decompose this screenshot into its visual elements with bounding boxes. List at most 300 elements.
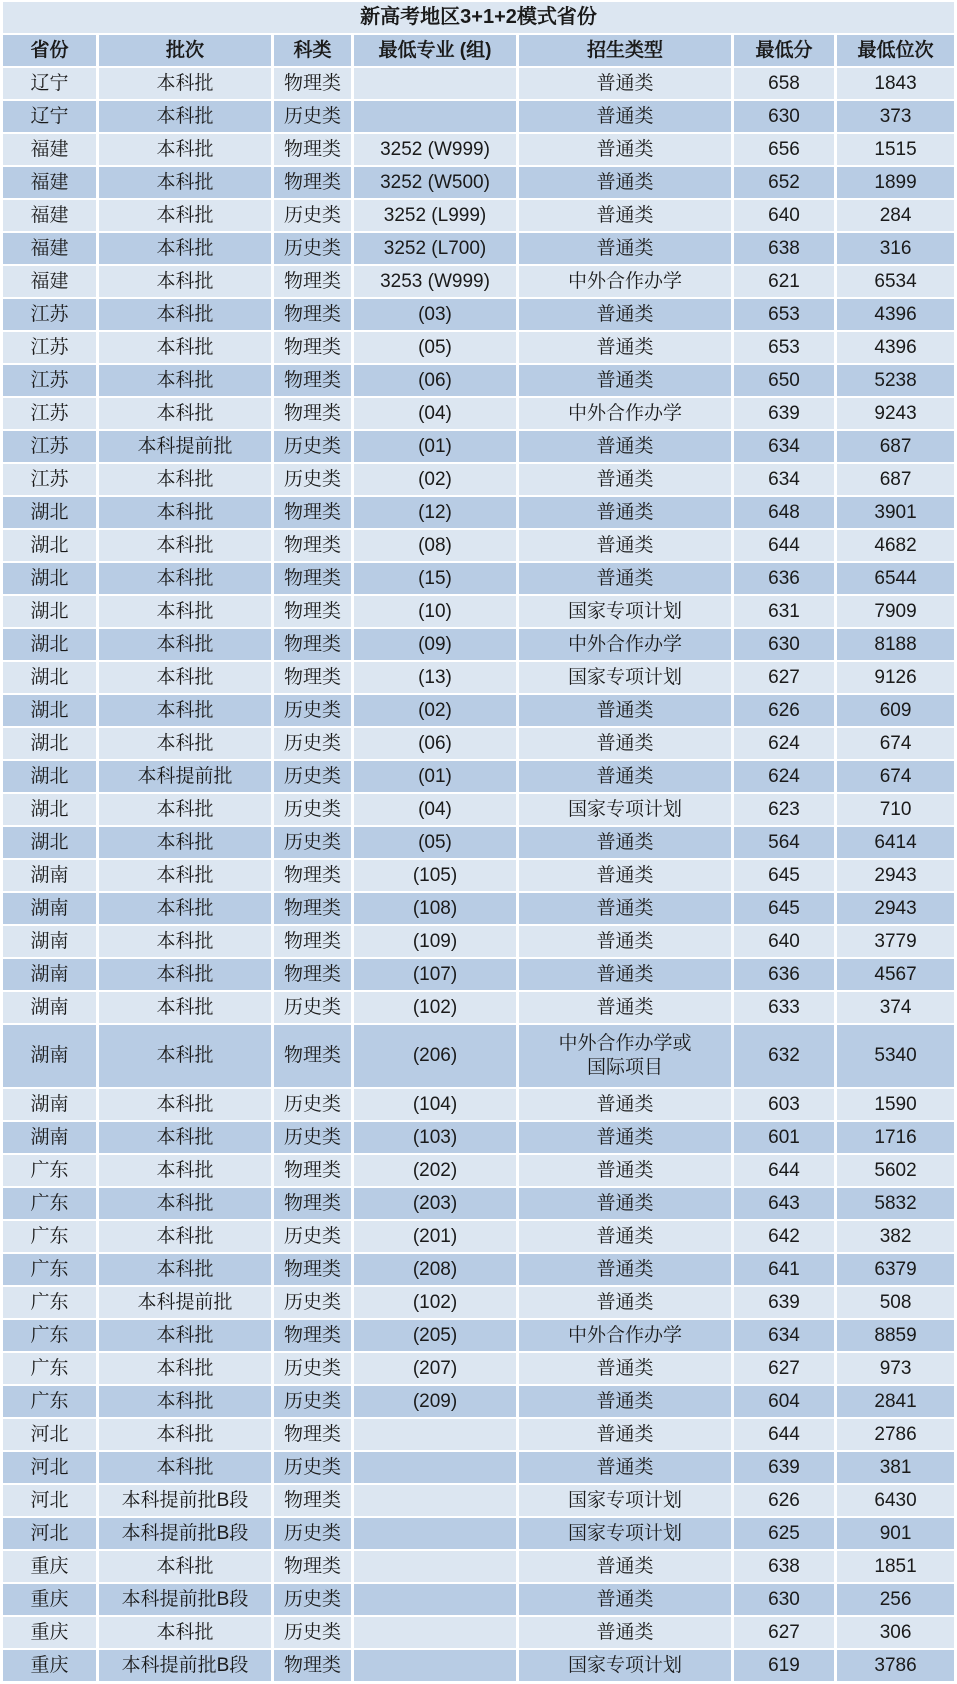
cell-admission-type: 普通类 <box>519 1254 731 1285</box>
cell-min-rank: 374 <box>837 992 954 1023</box>
table-row <box>3 68 954 99</box>
table-row <box>3 1551 954 1582</box>
cell-min-rank: 316 <box>837 233 954 264</box>
table-row <box>3 728 954 759</box>
cell-major-group: (06) <box>354 365 516 396</box>
table-row <box>3 200 954 231</box>
cell-province: 江苏 <box>3 464 96 495</box>
column-header-batch: 批次 <box>99 35 271 66</box>
cell-major-group <box>354 1551 516 1582</box>
cell-province: 湖北 <box>3 497 96 528</box>
cell-major-group: (03) <box>354 299 516 330</box>
cell-min-rank: 4396 <box>837 299 954 330</box>
cell-min-rank: 1843 <box>837 68 954 99</box>
cell-batch: 本科批 <box>99 992 271 1023</box>
cell-batch: 本科批 <box>99 497 271 528</box>
cell-min-score: 630 <box>734 101 834 132</box>
cell-admission-type: 普通类 <box>519 1584 731 1615</box>
cell-admission-type: 国家专项计划 <box>519 1485 731 1516</box>
cell-min-rank: 7909 <box>837 596 954 627</box>
table-row <box>3 398 954 429</box>
cell-batch: 本科批 <box>99 1254 271 1285</box>
cell-major-group <box>354 101 516 132</box>
table-row <box>3 299 954 330</box>
table-row <box>3 1122 954 1153</box>
cell-min-rank: 5238 <box>837 365 954 396</box>
cell-min-rank: 2786 <box>837 1419 954 1450</box>
cell-min-rank: 2943 <box>837 893 954 924</box>
cell-min-rank: 3901 <box>837 497 954 528</box>
cell-batch: 本科批 <box>99 1122 271 1153</box>
cell-batch: 本科提前批B段 <box>99 1584 271 1615</box>
cell-min-score: 564 <box>734 827 834 858</box>
cell-province: 河北 <box>3 1419 96 1450</box>
cell-subject-type: 物理类 <box>274 959 351 990</box>
table-row <box>3 332 954 363</box>
cell-major-group: (208) <box>354 1254 516 1285</box>
cell-admission-type: 普通类 <box>519 1452 731 1483</box>
cell-batch: 本科批 <box>99 827 271 858</box>
cell-min-score: 656 <box>734 134 834 165</box>
cell-min-rank: 710 <box>837 794 954 825</box>
cell-subject-type: 物理类 <box>274 365 351 396</box>
cell-major-group: (04) <box>354 794 516 825</box>
cell-min-rank: 5602 <box>837 1155 954 1186</box>
cell-subject-type: 物理类 <box>274 68 351 99</box>
cell-province: 福建 <box>3 134 96 165</box>
cell-province: 湖北 <box>3 596 96 627</box>
cell-batch: 本科批 <box>99 1025 271 1087</box>
cell-batch: 本科批 <box>99 1386 271 1417</box>
cell-subject-type: 物理类 <box>274 266 351 297</box>
cell-batch: 本科批 <box>99 167 271 198</box>
cell-province: 福建 <box>3 233 96 264</box>
cell-min-rank: 6430 <box>837 1485 954 1516</box>
cell-min-score: 653 <box>734 332 834 363</box>
table-row <box>3 134 954 165</box>
table-row <box>3 1386 954 1417</box>
cell-major-group: (12) <box>354 497 516 528</box>
cell-major-group: (108) <box>354 893 516 924</box>
cell-min-score: 627 <box>734 1617 834 1648</box>
cell-admission-type: 普通类 <box>519 101 731 132</box>
table-row <box>3 464 954 495</box>
cell-min-rank: 4682 <box>837 530 954 561</box>
cell-admission-type: 普通类 <box>519 299 731 330</box>
cell-admission-type: 普通类 <box>519 1155 731 1186</box>
cell-major-group: 3252 (L999) <box>354 200 516 231</box>
cell-admission-type: 普通类 <box>519 563 731 594</box>
cell-min-score: 625 <box>734 1518 834 1549</box>
cell-min-rank: 382 <box>837 1221 954 1252</box>
cell-min-score: 621 <box>734 266 834 297</box>
cell-major-group: (13) <box>354 662 516 693</box>
cell-admission-type: 中外合作办学 <box>519 398 731 429</box>
cell-admission-type: 普通类 <box>519 530 731 561</box>
table-row <box>3 926 954 957</box>
cell-province: 湖南 <box>3 893 96 924</box>
cell-min-rank: 973 <box>837 1353 954 1384</box>
cell-batch: 本科批 <box>99 1452 271 1483</box>
cell-major-group <box>354 1485 516 1516</box>
cell-min-rank: 256 <box>837 1584 954 1615</box>
cell-min-score: 630 <box>734 1584 834 1615</box>
cell-admission-type: 普通类 <box>519 1419 731 1450</box>
cell-province: 湖南 <box>3 860 96 891</box>
cell-subject-type: 物理类 <box>274 1485 351 1516</box>
cell-min-rank: 9243 <box>837 398 954 429</box>
cell-batch: 本科提前批B段 <box>99 1650 271 1681</box>
cell-min-rank: 5832 <box>837 1188 954 1219</box>
cell-province: 湖北 <box>3 728 96 759</box>
table-row <box>3 761 954 792</box>
cell-admission-type: 普通类 <box>519 1089 731 1120</box>
cell-batch: 本科提前批 <box>99 431 271 462</box>
table-row <box>3 1025 954 1087</box>
cell-min-rank: 306 <box>837 1617 954 1648</box>
cell-min-rank: 1716 <box>837 1122 954 1153</box>
cell-subject-type: 物理类 <box>274 1155 351 1186</box>
cell-province: 湖北 <box>3 761 96 792</box>
cell-subject-type: 历史类 <box>274 1584 351 1615</box>
cell-province: 重庆 <box>3 1617 96 1648</box>
cell-batch: 本科批 <box>99 596 271 627</box>
table-row <box>3 1221 954 1252</box>
cell-min-rank: 674 <box>837 728 954 759</box>
cell-min-score: 636 <box>734 563 834 594</box>
cell-admission-type: 普通类 <box>519 167 731 198</box>
cell-major-group: (01) <box>354 761 516 792</box>
cell-subject-type: 物理类 <box>274 1650 351 1681</box>
table-row <box>3 1254 954 1285</box>
cell-province: 辽宁 <box>3 68 96 99</box>
cell-subject-type: 物理类 <box>274 1320 351 1351</box>
cell-subject-type: 物理类 <box>274 530 351 561</box>
cell-batch: 本科批 <box>99 926 271 957</box>
table-row <box>3 1188 954 1219</box>
cell-province: 福建 <box>3 266 96 297</box>
cell-province: 湖北 <box>3 530 96 561</box>
cell-min-score: 653 <box>734 299 834 330</box>
cell-batch: 本科批 <box>99 200 271 231</box>
table-row <box>3 827 954 858</box>
cell-province: 湖南 <box>3 1089 96 1120</box>
header-row <box>3 35 954 66</box>
cell-subject-type: 历史类 <box>274 233 351 264</box>
title-row <box>3 2 954 33</box>
cell-batch: 本科批 <box>99 398 271 429</box>
table-head <box>3 2 954 66</box>
cell-subject-type: 历史类 <box>274 1518 351 1549</box>
cell-subject-type: 历史类 <box>274 827 351 858</box>
cell-min-rank: 6534 <box>837 266 954 297</box>
cell-province: 湖南 <box>3 926 96 957</box>
cell-batch: 本科提前批B段 <box>99 1518 271 1549</box>
cell-major-group: 3252 (W500) <box>354 167 516 198</box>
cell-province: 河北 <box>3 1452 96 1483</box>
table-row <box>3 1353 954 1384</box>
cell-major-group <box>354 68 516 99</box>
cell-province: 湖北 <box>3 794 96 825</box>
cell-subject-type: 历史类 <box>274 1452 351 1483</box>
cell-min-rank: 6414 <box>837 827 954 858</box>
cell-major-group: (206) <box>354 1025 516 1087</box>
cell-major-group: (04) <box>354 398 516 429</box>
cell-batch: 本科批 <box>99 959 271 990</box>
cell-batch: 本科批 <box>99 101 271 132</box>
cell-province: 湖北 <box>3 695 96 726</box>
cell-province: 福建 <box>3 167 96 198</box>
cell-province: 广东 <box>3 1221 96 1252</box>
column-header-admission-type: 招生类型 <box>519 35 731 66</box>
cell-province: 湖南 <box>3 1122 96 1153</box>
table-row <box>3 431 954 462</box>
cell-min-rank: 2841 <box>837 1386 954 1417</box>
cell-subject-type: 物理类 <box>274 332 351 363</box>
page-title: 新高考地区3+1+2模式省份 <box>3 2 954 33</box>
cell-major-group: (105) <box>354 860 516 891</box>
cell-min-rank: 609 <box>837 695 954 726</box>
cell-admission-type: 普通类 <box>519 1386 731 1417</box>
cell-batch: 本科批 <box>99 1419 271 1450</box>
cell-batch: 本科批 <box>99 299 271 330</box>
cell-admission-type: 普通类 <box>519 1287 731 1318</box>
table-row <box>3 1617 954 1648</box>
cell-major-group: (207) <box>354 1353 516 1384</box>
cell-province: 江苏 <box>3 398 96 429</box>
cell-min-score: 639 <box>734 1287 834 1318</box>
cell-min-score: 624 <box>734 728 834 759</box>
cell-min-rank: 674 <box>837 761 954 792</box>
cell-major-group <box>354 1584 516 1615</box>
cell-major-group: 3252 (W999) <box>354 134 516 165</box>
cell-batch: 本科批 <box>99 893 271 924</box>
cell-batch: 本科批 <box>99 530 271 561</box>
cell-min-rank: 6379 <box>837 1254 954 1285</box>
table-row <box>3 1650 954 1681</box>
cell-major-group: (08) <box>354 530 516 561</box>
cell-min-rank: 687 <box>837 431 954 462</box>
cell-province: 湖北 <box>3 662 96 693</box>
table-row <box>3 959 954 990</box>
table-row <box>3 1287 954 1318</box>
cell-admission-type: 普通类 <box>519 1221 731 1252</box>
cell-province: 湖南 <box>3 992 96 1023</box>
cell-admission-type: 普通类 <box>519 893 731 924</box>
cell-min-score: 650 <box>734 365 834 396</box>
cell-province: 河北 <box>3 1485 96 1516</box>
cell-min-rank: 8188 <box>837 629 954 660</box>
cell-admission-type: 普通类 <box>519 68 731 99</box>
cell-min-score: 626 <box>734 695 834 726</box>
cell-min-score: 658 <box>734 68 834 99</box>
cell-batch: 本科批 <box>99 1551 271 1582</box>
cell-admission-type: 普通类 <box>519 431 731 462</box>
cell-min-rank: 9126 <box>837 662 954 693</box>
cell-province: 福建 <box>3 200 96 231</box>
cell-batch: 本科批 <box>99 464 271 495</box>
table-row <box>3 233 954 264</box>
cell-subject-type: 物理类 <box>274 1188 351 1219</box>
cell-admission-type: 普通类 <box>519 926 731 957</box>
table-row <box>3 530 954 561</box>
cell-admission-type: 普通类 <box>519 332 731 363</box>
table-body <box>3 68 954 1681</box>
cell-batch: 本科批 <box>99 695 271 726</box>
table-row <box>3 1089 954 1120</box>
cell-batch: 本科批 <box>99 1320 271 1351</box>
cell-min-score: 644 <box>734 1155 834 1186</box>
cell-min-rank: 373 <box>837 101 954 132</box>
cell-batch: 本科提前批 <box>99 1287 271 1318</box>
table-row <box>3 860 954 891</box>
cell-major-group: (102) <box>354 1287 516 1318</box>
cell-subject-type: 物理类 <box>274 893 351 924</box>
cell-batch: 本科批 <box>99 332 271 363</box>
cell-major-group: (109) <box>354 926 516 957</box>
cell-admission-type: 国家专项计划 <box>519 596 731 627</box>
cell-subject-type: 物理类 <box>274 926 351 957</box>
cell-province: 辽宁 <box>3 101 96 132</box>
table-row <box>3 992 954 1023</box>
table-row <box>3 266 954 297</box>
cell-admission-type: 普通类 <box>519 365 731 396</box>
cell-admission-type: 普通类 <box>519 233 731 264</box>
cell-major-group <box>354 1452 516 1483</box>
column-header-major-group: 最低专业 (组) <box>354 35 516 66</box>
cell-major-group: (107) <box>354 959 516 990</box>
cell-major-group: (103) <box>354 1122 516 1153</box>
cell-min-score: 619 <box>734 1650 834 1681</box>
cell-min-rank: 8859 <box>837 1320 954 1351</box>
table-row <box>3 563 954 594</box>
cell-major-group: (202) <box>354 1155 516 1186</box>
cell-admission-type: 国家专项计划 <box>519 1518 731 1549</box>
cell-admission-type: 普通类 <box>519 827 731 858</box>
cell-min-rank: 901 <box>837 1518 954 1549</box>
cell-subject-type: 历史类 <box>274 695 351 726</box>
table-row <box>3 1155 954 1186</box>
cell-min-rank: 1590 <box>837 1089 954 1120</box>
cell-province: 广东 <box>3 1287 96 1318</box>
cell-min-rank: 3779 <box>837 926 954 957</box>
cell-min-rank: 1851 <box>837 1551 954 1582</box>
cell-min-score: 603 <box>734 1089 834 1120</box>
cell-min-score: 633 <box>734 992 834 1023</box>
cell-subject-type: 历史类 <box>274 992 351 1023</box>
cell-admission-type: 普通类 <box>519 1551 731 1582</box>
cell-min-score: 639 <box>734 398 834 429</box>
cell-admission-type: 普通类 <box>519 1188 731 1219</box>
cell-min-rank: 381 <box>837 1452 954 1483</box>
cell-min-score: 627 <box>734 662 834 693</box>
cell-major-group: (05) <box>354 332 516 363</box>
cell-min-score: 631 <box>734 596 834 627</box>
cell-batch: 本科批 <box>99 1089 271 1120</box>
cell-subject-type: 物理类 <box>274 497 351 528</box>
cell-subject-type: 物理类 <box>274 860 351 891</box>
table-row <box>3 101 954 132</box>
cell-province: 广东 <box>3 1386 96 1417</box>
cell-min-score: 604 <box>734 1386 834 1417</box>
cell-subject-type: 历史类 <box>274 200 351 231</box>
cell-batch: 本科批 <box>99 1617 271 1648</box>
cell-province: 广东 <box>3 1254 96 1285</box>
cell-batch: 本科批 <box>99 233 271 264</box>
cell-admission-type: 普通类 <box>519 497 731 528</box>
cell-subject-type: 物理类 <box>274 629 351 660</box>
cell-batch: 本科批 <box>99 134 271 165</box>
cell-subject-type: 历史类 <box>274 1089 351 1120</box>
cell-admission-type: 中外合作办学 <box>519 266 731 297</box>
column-header-min-score: 最低分 <box>734 35 834 66</box>
cell-province: 江苏 <box>3 365 96 396</box>
cell-min-score: 626 <box>734 1485 834 1516</box>
table-row <box>3 497 954 528</box>
cell-admission-type: 普通类 <box>519 728 731 759</box>
cell-min-rank: 3786 <box>837 1650 954 1681</box>
cell-min-score: 636 <box>734 959 834 990</box>
cell-admission-type: 中外合作办学或国际项目 <box>519 1025 731 1087</box>
cell-subject-type: 历史类 <box>274 1221 351 1252</box>
cell-major-group: (205) <box>354 1320 516 1351</box>
cell-major-group: (05) <box>354 827 516 858</box>
column-header-subject-type: 科类 <box>274 35 351 66</box>
cell-admission-type: 普通类 <box>519 959 731 990</box>
cell-admission-type: 普通类 <box>519 992 731 1023</box>
cell-min-rank: 5340 <box>837 1025 954 1087</box>
cell-min-score: 623 <box>734 794 834 825</box>
cell-min-score: 642 <box>734 1221 834 1252</box>
cell-subject-type: 历史类 <box>274 1353 351 1384</box>
cell-subject-type: 物理类 <box>274 1551 351 1582</box>
column-header-min-rank: 最低位次 <box>837 35 954 66</box>
cell-subject-type: 物理类 <box>274 563 351 594</box>
cell-min-score: 644 <box>734 1419 834 1450</box>
cell-admission-type: 国家专项计划 <box>519 794 731 825</box>
cell-min-score: 648 <box>734 497 834 528</box>
cell-min-rank: 4396 <box>837 332 954 363</box>
cell-subject-type: 物理类 <box>274 134 351 165</box>
cell-major-group <box>354 1617 516 1648</box>
table-row <box>3 629 954 660</box>
cell-province: 江苏 <box>3 431 96 462</box>
cell-major-group: (209) <box>354 1386 516 1417</box>
cell-major-group: (10) <box>354 596 516 627</box>
cell-subject-type: 历史类 <box>274 101 351 132</box>
cell-batch: 本科提前批B段 <box>99 1485 271 1516</box>
cell-min-score: 645 <box>734 860 834 891</box>
cell-min-score: 601 <box>734 1122 834 1153</box>
cell-min-score: 639 <box>734 1452 834 1483</box>
cell-province: 重庆 <box>3 1584 96 1615</box>
cell-batch: 本科批 <box>99 794 271 825</box>
cell-min-score: 627 <box>734 1353 834 1384</box>
cell-min-score: 643 <box>734 1188 834 1219</box>
cell-admission-type: 普通类 <box>519 695 731 726</box>
cell-province: 广东 <box>3 1155 96 1186</box>
cell-major-group <box>354 1518 516 1549</box>
cell-admission-type: 普通类 <box>519 1122 731 1153</box>
cell-subject-type: 物理类 <box>274 1254 351 1285</box>
cell-major-group: 3253 (W999) <box>354 266 516 297</box>
table-row <box>3 596 954 627</box>
cell-min-rank: 1899 <box>837 167 954 198</box>
cell-major-group <box>354 1650 516 1681</box>
cell-batch: 本科批 <box>99 68 271 99</box>
cell-subject-type: 历史类 <box>274 1617 351 1648</box>
cell-subject-type: 物理类 <box>274 398 351 429</box>
